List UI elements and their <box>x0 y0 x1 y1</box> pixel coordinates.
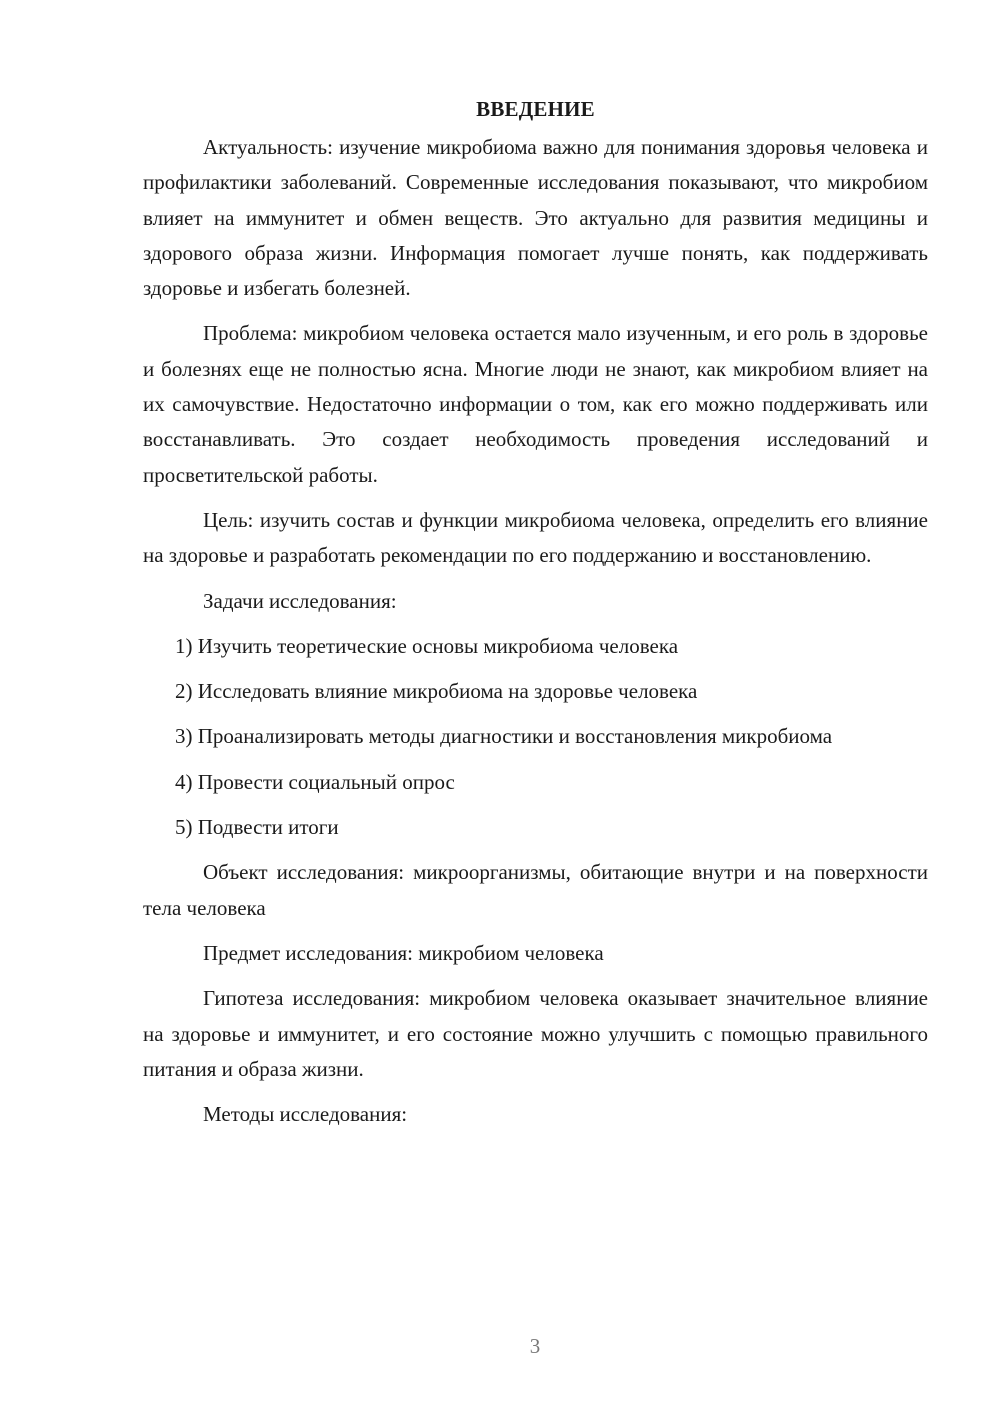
page-number: 3 <box>529 1334 541 1358</box>
document-page <box>143 92 928 1142</box>
paragraph-relevance: Актуальность: изучение микробиома важно для понимания здоровья человека и профилактики заболеваний. Современные исследования показывают, что микробиом влияет на иммунитет и обмен веществ. Это актуально для развития медицины и здорового образа жизни. Информация помогает лучше понять, как поддерживать здоровье и избегать болезней. <box>143 135 928 301</box>
methods-heading: Методы исследования: <box>203 1102 408 1127</box>
section-title: ВВЕДЕНИЕ <box>476 97 595 121</box>
task-item-1: 1) Изучить теоретические основы микробиома человека <box>175 633 679 658</box>
paragraph-goal: Цель: изучить состав и функции микробиома человека, определить его влияние на здоровье и разработать рекомендации по его поддержанию и восстановлению. <box>143 507 928 568</box>
task-item-3: 3) Проанализировать методы диагностики и восстановления микробиома <box>175 724 833 749</box>
paragraph-hypothesis: Гипотеза исследования: микробиом человека оказывает значительное влияние на здоровье и иммунитет, и его состояние можно улучшить с помощью правильного питания и образа жизни. <box>143 986 928 1081</box>
paragraph-object: Объект исследования: микроорганизмы, обитающие внутри и на поверхности тела человека <box>143 860 928 920</box>
task-item-4: 4) Провести социальный опрос <box>175 769 455 794</box>
paragraph-problem: Проблема: микробиом человека остается мало изученным, и его роль в здоровье и болезнях еще не полностью ясна. Многие люди не знают, как микробиом влияет на их самочувствие. Недостаточно информации о том, как его можно поддерживать или восстанавливать. Это создает необходимость проведения исследований и просветительской работы. <box>143 321 928 487</box>
paragraph-subject: Предмет исследования: микробиом человека <box>203 940 604 965</box>
task-item-5: 5) Подвести итоги <box>175 815 339 840</box>
task-item-2: 2) Исследовать влияние микробиома на здоровье человека <box>175 679 698 704</box>
tasks-heading: Задачи исследования: <box>203 588 397 613</box>
